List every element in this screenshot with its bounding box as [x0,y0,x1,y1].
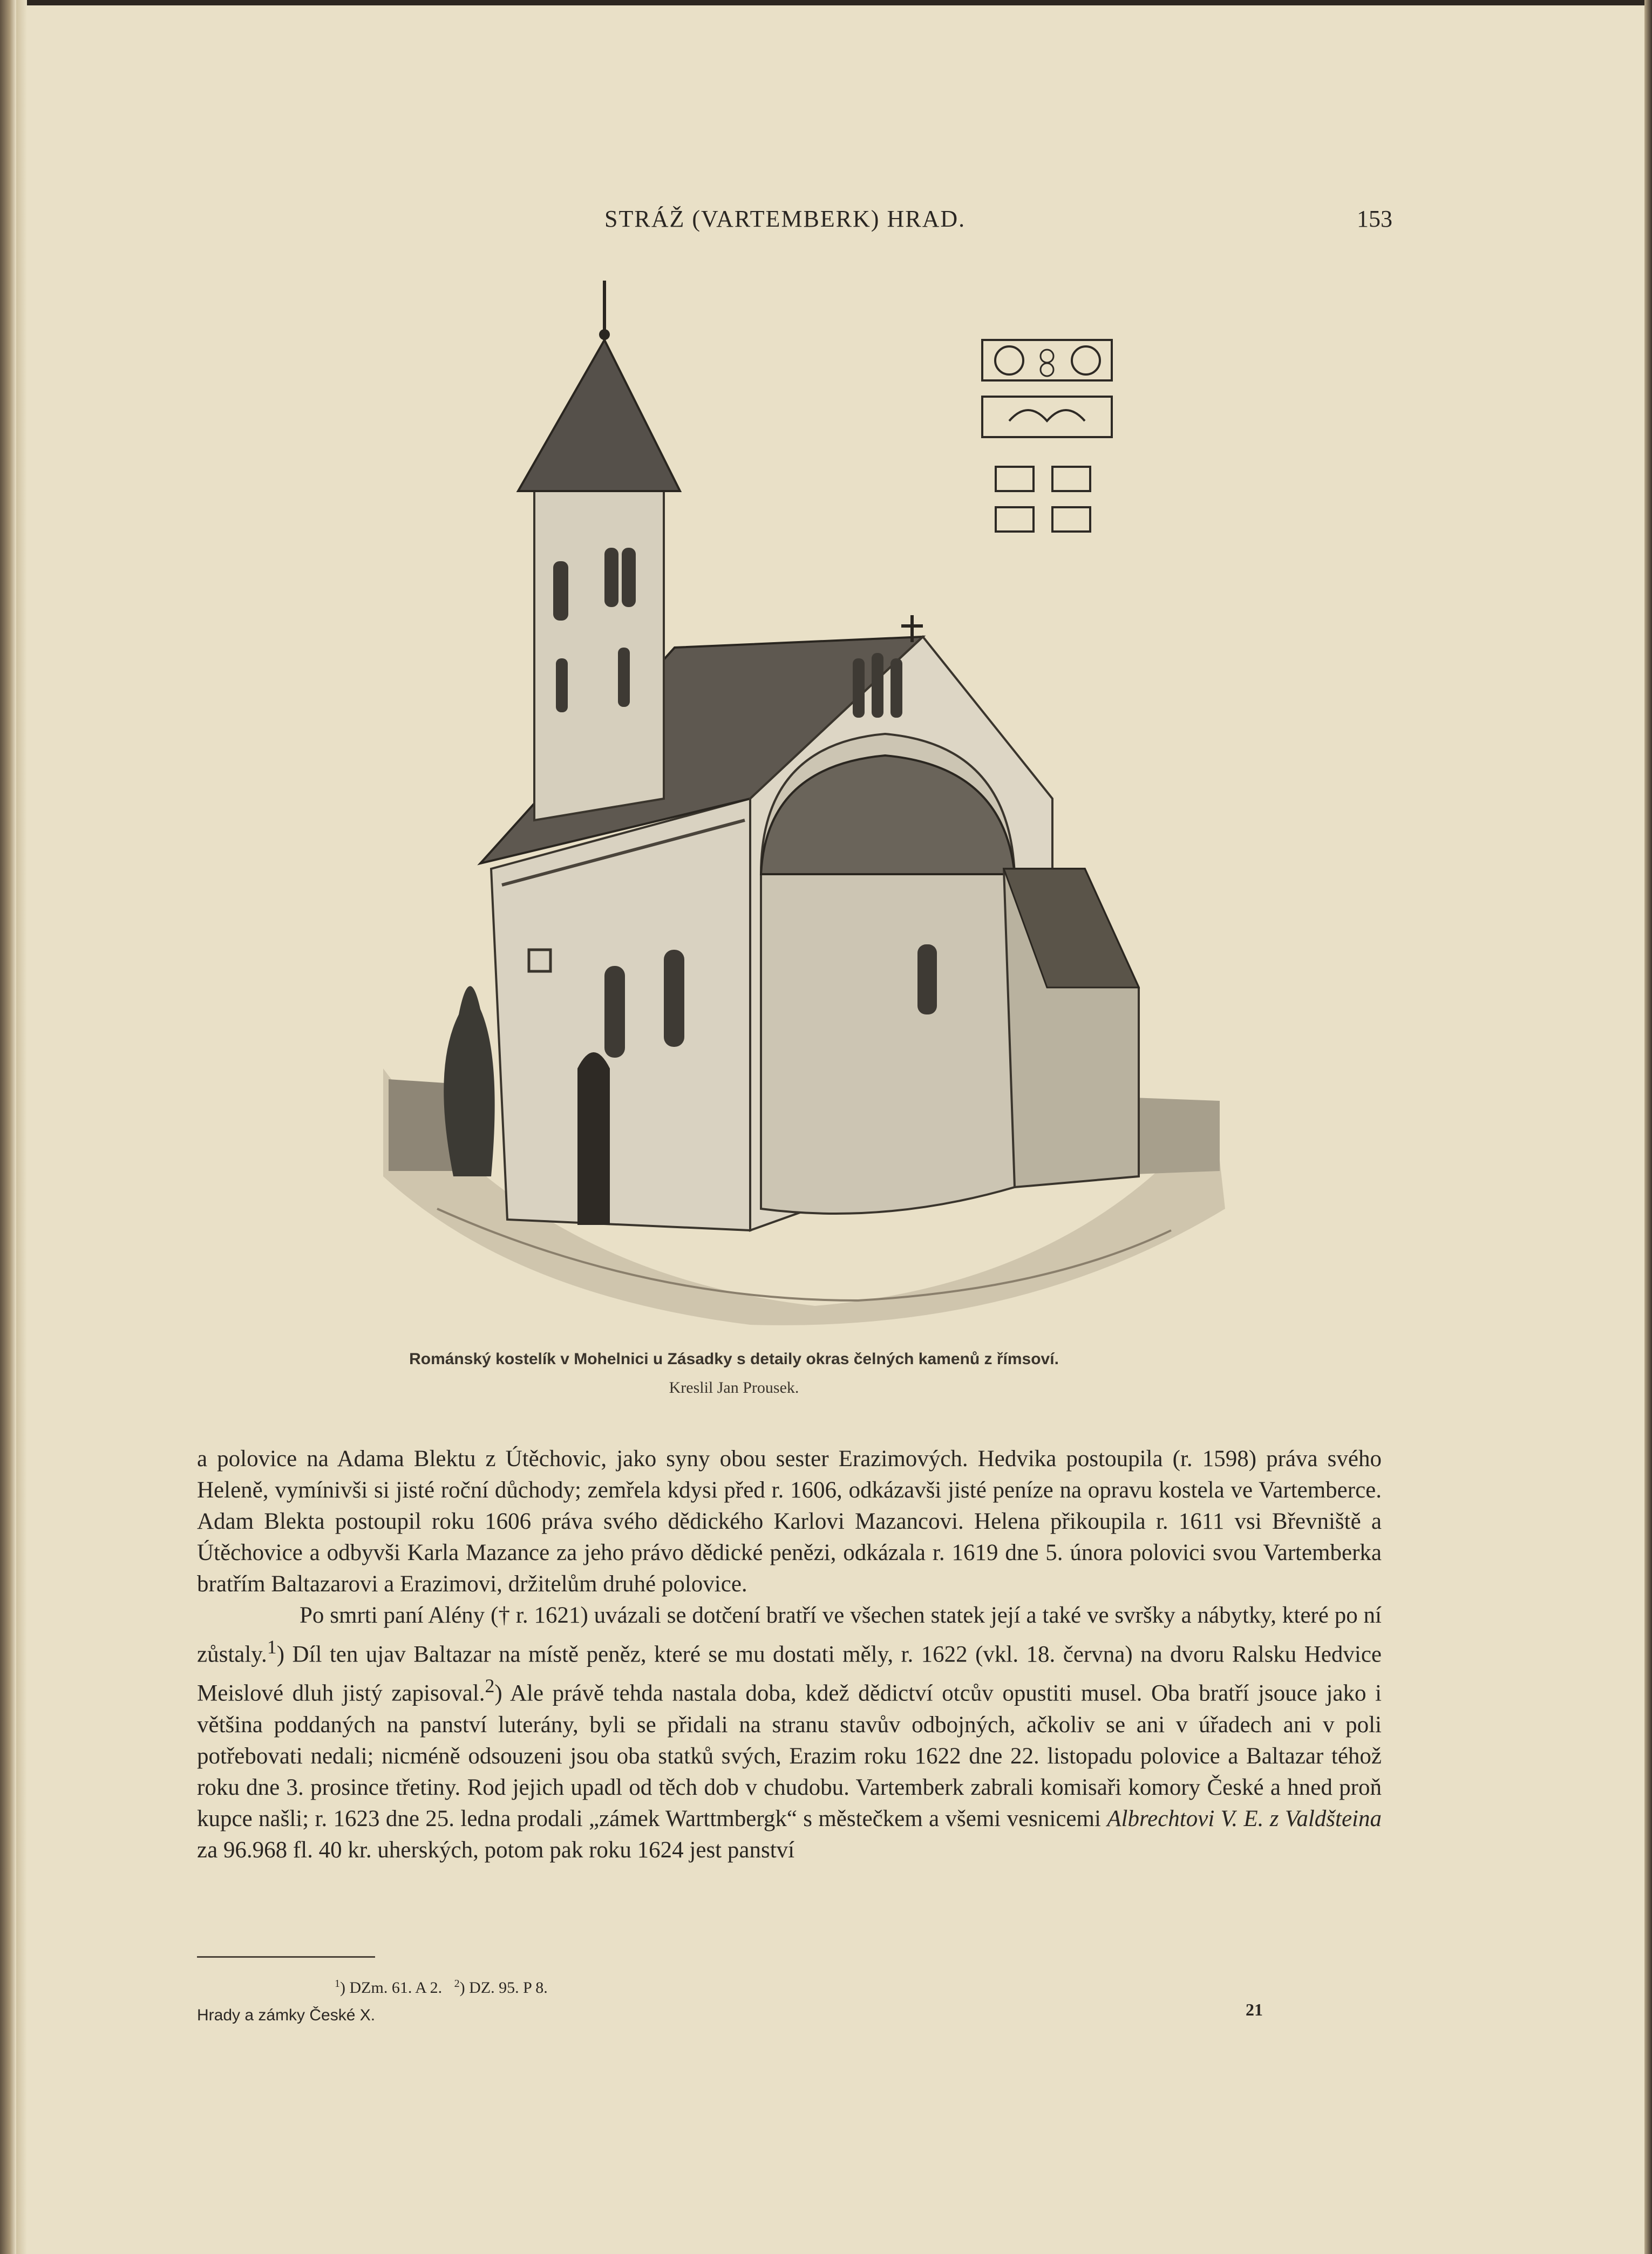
footnote-ref: 1 [267,1636,277,1658]
body-text [197,1443,1382,1951]
footnote-1: ) DZm. 61. A 2. [340,1979,443,1997]
footnote-rule [197,1956,375,1958]
signature-mark: Hrady a zámky České X. [197,2006,376,2024]
page-top-edge [0,0,1652,5]
figure-credit: Kreslil Jan Prousek. [669,1379,799,1397]
paragraph: Po smrti paní Alény († r. 1621) uvázali se dotčení bratří ve všechen statek její a také ve svršky a nábytky, které po ní zůstaly.$^1$) Díl ten ujav Baltazar na místě peněz, které se mu dostati měly, r. 1622 (vkl. 18. června) na dvoru Ralsku Hedvice Meislové dluh jistý zapisoval.$^2$) Ale právě tehda nastala doba, kdež dědictví otcův opustiti musel. Oba bratří jsouce jako i většina poddaných na panství luterány, byli se přidali na stranu stavův odbojných, ačkoliv se ani v úřadech ani v poli potřebovati nedali; nicméně odsouzeni jsou oba statků svých, Erazim roku 1622 dne 22. listopadu polovice a Baltazar téhož roku dne 3. prosince třetiny. Rod jejich upadl od těch dob v chudobu. Vartemberk zabrali komisaři komory České a hned proň kupce našli; r. 1623 dne 25. ledna prodali „zámek Warttmbergk“ s městečkem a všemi vesnicemi Albrechtovi V. E. z Valdšteina za 96.968 fl. 40 kr. uherských, potom pak roku 1624 jest panství [197,1603,1382,1863]
apse [761,734,1015,1214]
tower [518,281,680,820]
ornament-details [982,340,1112,532]
figure-caption: Románský kostelík v Mohelnici u Zásadky s detaily okras čelných kamenů z římsoví. [409,1350,1059,1368]
running-header: STRÁŽ (VARTEMBERK) HRAD. [604,206,966,232]
book-spine-edge [0,0,16,2254]
page-number: 153 [1357,206,1392,232]
page-right-edge [1644,0,1652,2254]
italic-name: Albrechtovi V. E. z Valdšteina [1107,1806,1382,1831]
paragraph: a polovice na Adama Blektu z Útěchovic, jako syny obou sester Erazimových. Hedvika postoupila (r. 1598) práva svého Heleně, vymínivši si jisté roční důchody; zemřela kdysi před r. 1606, odkázavši jisté peníze na opravu kostela ve Vartemberce. Adam Blekta postoupil roku 1606 práva svého dědického Karlovi Mazancovi. Helena přikoupila r. 1611 vsi Břevniště a Útěchovice a odbyvši Karla Mazance za jeho právo dědické penězi, odkázala r. 1619 dne 5. února polovici svou Vartemberka bratřím Baltazarovi a Erazimovi, držitelům druhé polovice. [197,1446,1382,1597]
footnote-2: ) DZ. 95. P 8. [459,1979,548,1997]
sheet-number: 21 [1246,2000,1263,2019]
footnote-ref: 2 [485,1675,495,1697]
sacristy [1004,869,1139,1187]
page-fold [16,0,27,2254]
tree [444,986,494,1176]
footnotes: $^1$) DZm. 61. A 2. $^2$) DZ. 95. P 8. [335,1978,548,1997]
church-illustration [372,259,1241,1338]
